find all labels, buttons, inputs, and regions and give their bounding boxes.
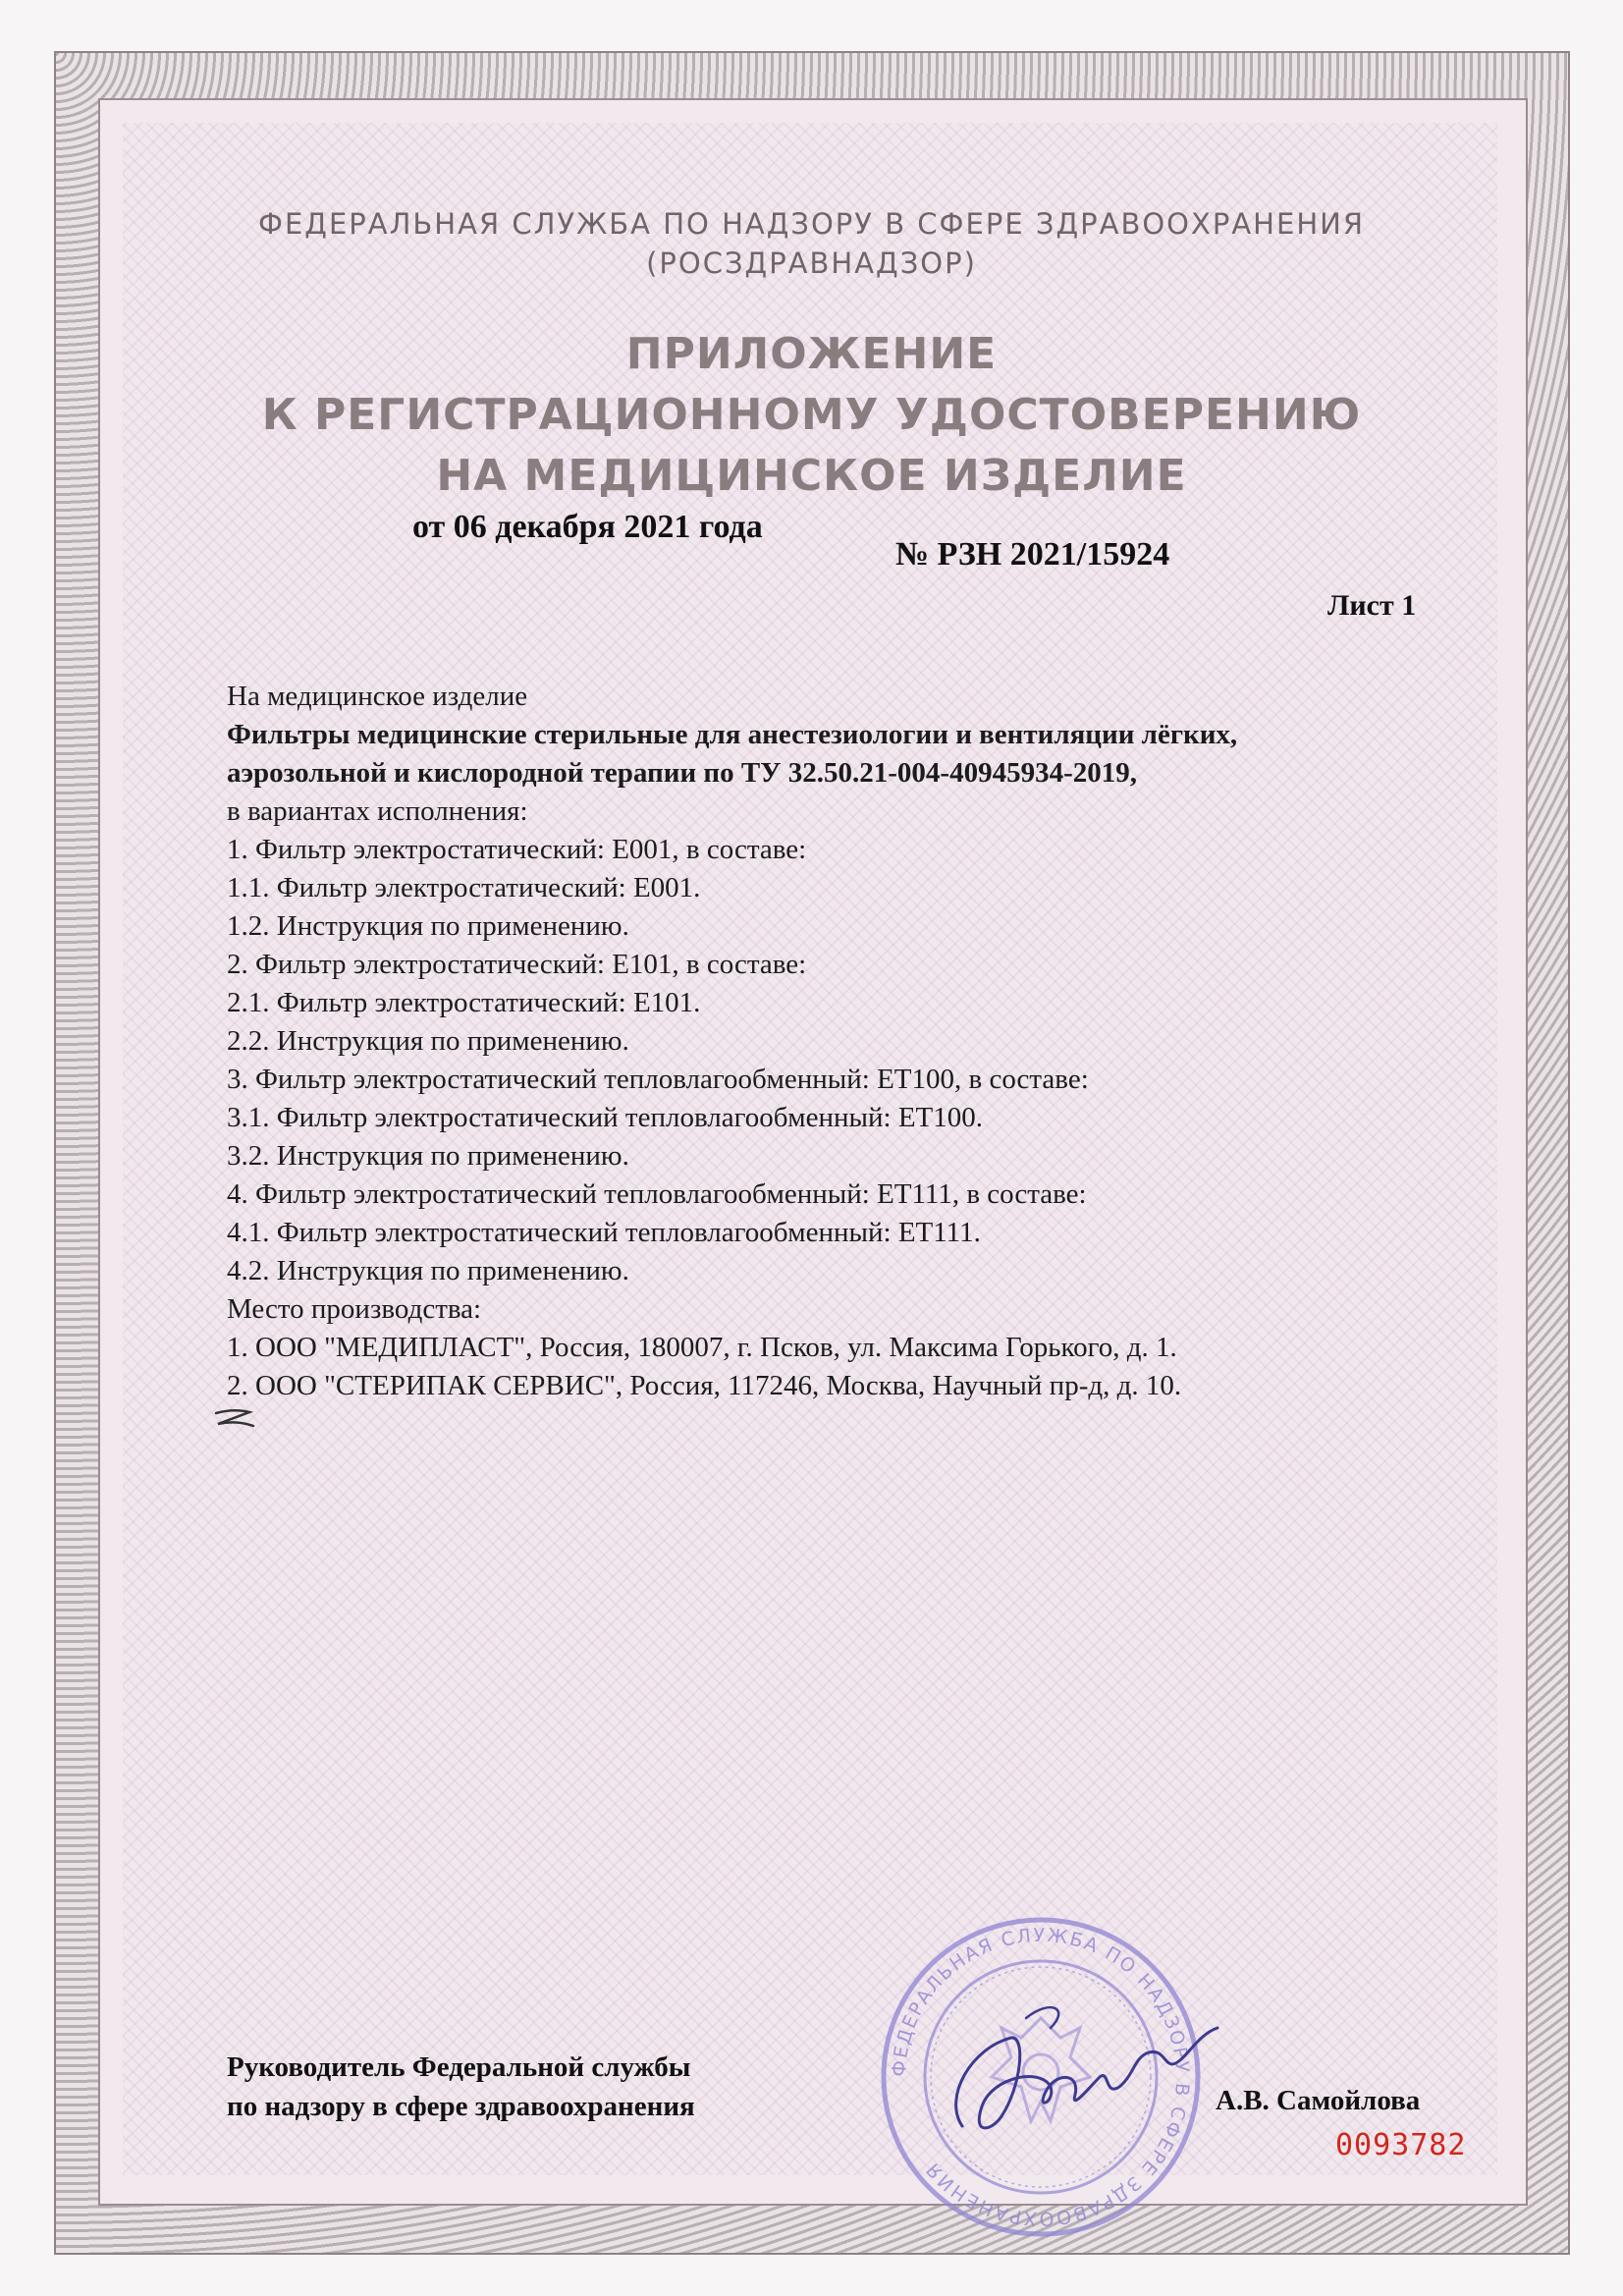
product-name-line-2: аэрозольной и кислородной терапии по ТУ 32.50.21-004-40945934-2019, bbox=[227, 757, 1137, 789]
form-serial-number: 0093782 bbox=[1335, 2128, 1467, 2162]
list-item: 1.1. Фильтр электростатический: E001. bbox=[227, 872, 701, 903]
signatory-name: А.В. Самойлова bbox=[1216, 2085, 1421, 2116]
agency-name: ФЕДЕРАЛЬНАЯ СЛУЖБА ПО НАДЗОРУ В СФЕРЕ ЗДРАВООХРАНЕНИЯ bbox=[258, 207, 1365, 241]
position-line-2: по надзору в сфере здравоохранения bbox=[227, 2091, 695, 2122]
production-site: 2. ООО "СТЕРИПАК СЕРВИС", Россия, 117246, Москва, Научный пр-д, д. 10. bbox=[227, 1370, 1182, 1401]
list-item: 1.2. Инструкция по применению. bbox=[227, 910, 629, 942]
list-item: 4.1. Фильтр электростатический тепловлагообменный: ET111. bbox=[227, 1217, 981, 1248]
agency-header bbox=[0, 204, 1623, 283]
handwritten-signature bbox=[933, 1979, 1227, 2156]
seal-text: ФЕДЕРАЛЬНАЯ СЛУЖБА ПО НАДЗОРУ В СФЕРЕ ЗДРАВООХРАНЕНИЯ bbox=[888, 1924, 1194, 2230]
agency-abbreviation: (РОСЗДРАВНАДЗОР) bbox=[646, 246, 977, 280]
intro-text: На медицинское изделие bbox=[227, 681, 528, 712]
registration-number: № РЗН 2021/15924 bbox=[895, 536, 1170, 573]
position-line-1: Руководитель Федеральной службы bbox=[227, 2051, 691, 2083]
list-item: 2.1. Фильтр электростатический: E101. bbox=[227, 987, 701, 1018]
list-item: 1. Фильтр электростатический: E001, в составе: bbox=[227, 834, 807, 865]
list-item: 4.2. Инструкция по применению. bbox=[227, 1255, 629, 1286]
list-item: 4. Фильтр электростатический тепловлагообменный: ET111, в составе: bbox=[227, 1178, 1087, 1210]
title-line-2: К РЕГИСТРАЦИОННОМУ УДОСТОВЕРЕНИЮ bbox=[261, 390, 1362, 440]
list-item: 3.2. Инструкция по применению. bbox=[227, 1140, 629, 1172]
production-label: Место производства: bbox=[227, 1293, 482, 1325]
title-line-3: НА МЕДИЦИНСКОЕ ИЗДЕЛИЕ bbox=[436, 451, 1187, 501]
document-title bbox=[0, 324, 1623, 507]
z-mark-icon bbox=[210, 1406, 259, 1436]
signatory-position bbox=[227, 2048, 695, 2126]
title-line-1: ПРИЛОЖЕНИЕ bbox=[625, 329, 998, 379]
list-item: 3. Фильтр электростатический тепловлагообменный: ET100, в составе: bbox=[227, 1064, 1089, 1095]
product-name-line-1: Фильтры медицинские стерильные для анестезиологии и вентиляции лёгких, bbox=[227, 719, 1238, 750]
sheet-number: Лист 1 bbox=[1327, 589, 1417, 622]
document-body bbox=[227, 678, 1454, 1405]
list-item: 2.2. Инструкция по применению. bbox=[227, 1025, 629, 1057]
list-item: 3.1. Фильтр электростатический тепловлагообменный: ET100. bbox=[227, 1102, 984, 1133]
production-site: 1. ООО "МЕДИПЛАСТ", Россия, 180007, г. Псков, ул. Максима Горького, д. 1. bbox=[227, 1332, 1177, 1363]
list-item: 2. Фильтр электростатический: E101, в составе: bbox=[227, 949, 807, 980]
variants-intro: в вариантах исполнения: bbox=[227, 795, 528, 827]
issue-date: от 06 декабря 2021 года bbox=[412, 509, 763, 545]
